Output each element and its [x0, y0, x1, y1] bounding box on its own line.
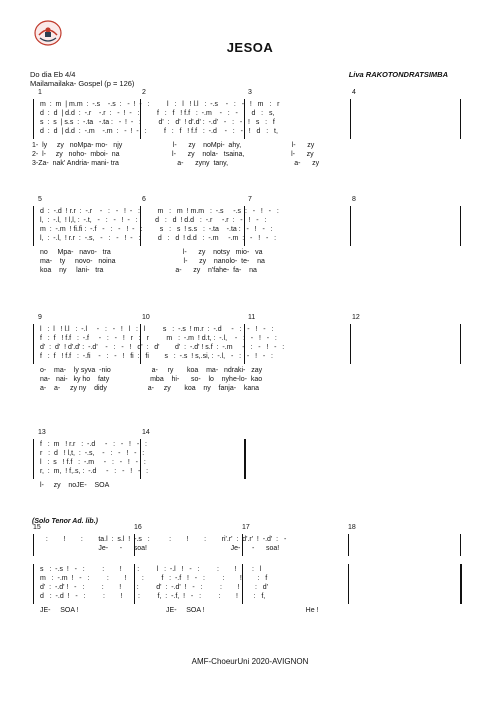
alto-line: d : d | d.d : -.r -.r : - ! - : f : f ! f.f : -.m - : - ! d : s, [40, 110, 275, 117]
bar-number: 9 [38, 314, 42, 321]
bar-number: 14 [142, 429, 150, 436]
system-1 [30, 89, 472, 179]
bass-line: r, : m, ! f,.s, : -.d - : - ! - : [40, 468, 149, 475]
bar-number: 11 [248, 314, 256, 321]
solo-tenor-lyric: Je- - soa! Je- - soa! [40, 545, 280, 552]
bass-line: d : d | d.d : -.m -.m : - ! - : f : f ! f.f : -.d - : - ! d : t, [40, 128, 278, 135]
footer: AMF-ChoeurUni 2020-AVIGNON [191, 657, 309, 666]
alto-line: r : d ! l,t, : -.s, - : - ! - : [40, 450, 145, 457]
solo-tenor-line: : ! : ta.l : s.l ! -.s : : ! : ri'.r' : d'.r' ! -.d' : - [40, 536, 287, 543]
lyric-verse-1: no Mpa- navo- tra l- zy notsy mio- va [40, 249, 263, 256]
final-barline [460, 564, 462, 604]
soprano-line: l : l ! l.l : -.l - : - ! l : l s : -.s ! m.r : -.d - : - ! - : [40, 326, 274, 333]
barline [33, 206, 34, 246]
barline [33, 324, 34, 364]
bar-number: 15 [33, 524, 41, 531]
bar-number: 16 [134, 524, 142, 531]
bar-number: 12 [352, 314, 360, 321]
page-title: JESOA [226, 40, 274, 55]
alto-line: m : -.m ! - : : ! : f : -.f ! - : : ! : f [40, 575, 268, 582]
style-tempo: Mailamailaka- Gospel (p = 126) [30, 79, 135, 88]
bar-number: 10 [142, 314, 150, 321]
bar-number: 13 [38, 429, 46, 436]
barline [350, 324, 351, 364]
bar-number: 6 [142, 196, 146, 203]
tenor-line: m : -.m ! fi.fi : -.f - : - ! - : s : s ! s.s : -.ta -.ta : - ! - : [40, 226, 273, 233]
bar-number: 7 [248, 196, 252, 203]
system-2 [30, 196, 472, 286]
tenor-line: l : s ! f.f : -.m - : - ! - : [40, 459, 146, 466]
lyric-verse-2: na- nai- ky ho faty mba hi- so- lo nyhe-lo- kao [40, 376, 263, 383]
bass-line: f : f ! f.f : -.fi - : - ! fi : fi s : -.s ! s,.si, : -.l, - : - ! - : [40, 353, 273, 360]
barline [33, 439, 34, 479]
bar-number: 3 [248, 89, 252, 96]
barline [33, 534, 34, 556]
system-3 [30, 314, 472, 404]
bass-line: d : -.d ! - : : ! : f, : -.f, ! - : : ! : f, [40, 593, 266, 600]
lyric-verse-3: a- a- zy ny didy a- zy koa ny fanja- kana [40, 385, 260, 392]
system-5 [30, 524, 472, 629]
soprano-line: d : -.d ! r.r : -.r - : - ! - : m : m ! m.m : -.s -.s : - ! - : [40, 208, 279, 215]
soprano-line: s : -.s ! - : : ! : l : -.l ! - : : ! : l [40, 566, 262, 573]
barline [460, 206, 461, 246]
tenor-line: s : s | s.s : -.ta -.ta : - ! - : d' : d' ! d'.d' : -.d' - : - ! s : f [40, 119, 275, 126]
barline [460, 324, 461, 364]
composer: Liva RAKOTONDRATSIMBA [348, 70, 448, 79]
barline [350, 99, 351, 139]
bass-line: l, : -.l, ! r.r : -.s, - : - ! - : d : d ! d.d : -.m -.m : - ! - : [40, 235, 277, 242]
tenor-line: d' : d' ! d'.d' : -.d' - : - ! d' : d' d' : -.d' ! s.f : -.m - : - ! - : [40, 344, 285, 351]
lyric-verse-3: 3-Za- nak' Andria- mani- tra a- zyny tany, a- zy [32, 160, 320, 167]
bar-number: 17 [242, 524, 250, 531]
soprano-line: m : m | m.m : -.s -.s : - ! - : l : l ! l.l : -.s - : - ! m : r [40, 101, 280, 108]
soprano-line: f : m ! r.r : -.d - : - ! - : [40, 441, 147, 448]
barline [460, 534, 461, 556]
system-4 [30, 429, 472, 499]
lyric-verse-2: 2- l- zy noho- mboi- na l- zy nola- tsaina, l- zy [32, 151, 314, 158]
key-signature: Do dia Eb 4/4 [30, 70, 76, 79]
barline [348, 534, 349, 556]
bar-number: 1 [38, 89, 42, 96]
barline [460, 99, 461, 139]
alto-line: f : f ! f.f : -.f - : - ! r : r m : -.m ! d.t, : -.l, - : - ! - : [40, 335, 277, 342]
barline [348, 564, 349, 604]
barline [33, 99, 34, 139]
lyric-verse-3: koa ny lani- tra a- zy n'fahe- fa- na [40, 267, 257, 274]
bar-number: 5 [38, 196, 42, 203]
barline [33, 564, 34, 604]
bar-number: 8 [352, 196, 356, 203]
lyric-verse-2: ma- ty novo- noina l- zy nanolo- te- na [40, 258, 265, 265]
bar-number: 2 [142, 89, 146, 96]
bar-number: 4 [352, 89, 356, 96]
tenor-line: d' : -.d' ! - : : ! : d' : -.d' ! - : : ! : d' [40, 584, 269, 591]
final-barline [244, 439, 246, 479]
lyric-verse-1: o- ma- ly syva -nio a- ry koa ma- ndraki- zay [40, 367, 263, 374]
lyric-verse-1: 1- ly zy noMpa- mo- njy l- zy noMpi- ahy, l- zy [32, 142, 315, 149]
lyric-verse-1: l- zy noJE- SOA [40, 482, 110, 489]
bar-number: 18 [348, 524, 356, 531]
solo-label: (Solo Tenor Ad. lib.) [32, 518, 98, 525]
lyric-final: JE- SOA ! JE- SOA ! He ! [40, 607, 319, 614]
barline [350, 206, 351, 246]
alto-line: l, : -.l, ! l,l, : -.t, - : - ! - : d : d ! d.d : -.r -.r : - ! - : [40, 217, 267, 224]
